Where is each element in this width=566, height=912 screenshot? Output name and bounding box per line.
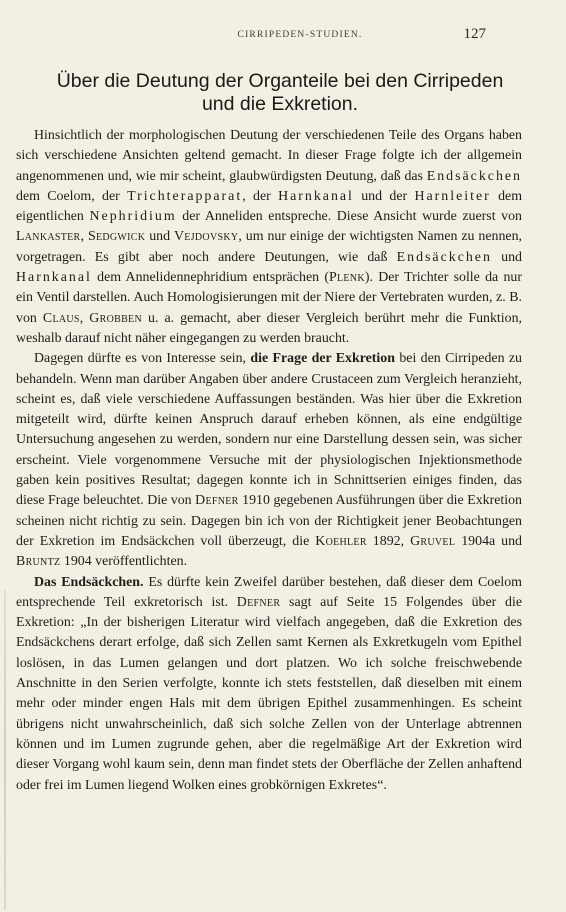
running-head — [0, 26, 566, 44]
chapter-title-line-2: und die Exkretion. — [201, 93, 359, 115]
page-edge-shadow — [4, 590, 6, 910]
author-name: Lankaster — [16, 229, 81, 245]
author-name: Claus — [42, 310, 80, 326]
emphasis-heading: die Frage der Exkretion — [250, 351, 395, 367]
author-name: Plenk — [328, 270, 365, 286]
author-name: Grobben — [89, 310, 142, 326]
chapter-title-line-1: Über die Deutung der Organteile bei den Cirripeden — [56, 70, 504, 92]
paragraph-2: Dagegen dürfte es von Interesse sein, die Frage der Exkretion bei den Cirripeden zu behandeln. Wenn man darüber Angaben über andere Crustaceen zum Vergleich heranzieht, scheint es, daß viele verschiedene Auffassungen beständen. Was hier über die Exkretion mitgeteilt wird, dürfte keinen Anspruch darauf erheben können, als eine endgültige Untersuchung angesehen zu werden, sondern nur eine Darstellung dessen sein, was sicher erscheint. Viele vorgenommene Versuche mit der physiologischen Injektionsmethode gaben kein positives Resultat; dagegen konnte ich in Schnittserien einiges finden, das diese Frage beleuchtet. Die von Defner 1910 gegebenen Ausführungen über die Exkretion scheinen nicht richtig zu sein. Dagegen bin ich von der Richtigkeit jener Beobachtungen der Exkretion im Endsäckchen voll überzeugt, die Koehler 1892, Gruvel 1904a und Bruntz 1904 veröffentlichten. — [16, 351, 523, 570]
author-name: Bruntz — [16, 554, 61, 570]
author-name: Koehler — [315, 533, 367, 549]
author-name: Gruvel — [410, 533, 456, 549]
author-name: Defner — [195, 493, 239, 509]
section-heading: Das Endsäckchen. — [34, 574, 144, 590]
paragraph-3: Das Endsäckchen. Es dürfte kein Zweifel darüber bestehen, daß dieser dem Coelom entsprechende Teil exkretorisch ist. Defner sagt auf Seite 15 Folgendes über die Exkretion: „In der bisherigen Literatur wird vielfach angegeben, daß die Exkretion des Endsäckchens derart erfolge, daß sich Zellen samt Kernen als Exkretkugeln vom Epithel loslösen, in das Lumen gelangen und dort platzen. Wo ich solche freischwebende Anschnitte in den Serien verfolgte, konnte ich stets feststellen, daß dieselben mit einem mehr oder minder engen Hals mit dem übrigen Epithel zusammenhingen. Es scheint übrigens nicht unwahrscheinlich, daß sich solche Zellen von der Unterlage abtrennen können und im Lumen zugrunde gehen, aber die regelmäßige Art der Exkretion wird dieser Vorgang wohl kaum sein, denn man findet stets der Oberfläche der Zellen anhaftend oder frei im Lumen liegend Wolken eines grobkörnigen Exkretes“. — [16, 574, 523, 793]
author-name: Defner — [236, 594, 281, 610]
author-name: Sedgwick — [87, 229, 146, 245]
chapter-title — [20, 70, 540, 116]
running-title: CIRRIPEDEN-STUDIEN. — [237, 30, 363, 40]
author-name: Vejdovsky — [173, 229, 239, 245]
body-text — [16, 126, 522, 796]
page-number: 127 — [463, 26, 486, 42]
paragraph-1: Hinsichtlich der morphologischen Deutung der verschiedenen Teile des Organs haben sich verschiedene Ansichten geltend gemacht. In dieser Frage folgte ich der allgemein angenommenen und, wie mir scheint, glaubwürdigsten Deutung, daß das Endsäckchen dem Coelom, der Trichterapparat, der Harnkanal und der Harnleiter dem eigentlichen Nephridium der Anneliden entspreche. Diese Ansicht wurde zuerst von Lankaster, Sedgwick und Vejdovsky, um nur einige der wichtigsten Namen zu nennen, vorgetragen. Es gibt aber noch andere Deutungen, wie daß Endsäckchen und Harnkanal dem Annelidennephridium entsprächen (Plenk). Der Trichter solle da nur ein Ventil darstellen. Auch Homologisierungen mit der Niere der Vertebraten wurden, z. B. von Claus, Grobben u. a. gemacht, aber dieser Vergleich berührt mehr die Funktion, weshalb darauf nicht näher eingegangen zu werden braucht. — [16, 128, 523, 346]
